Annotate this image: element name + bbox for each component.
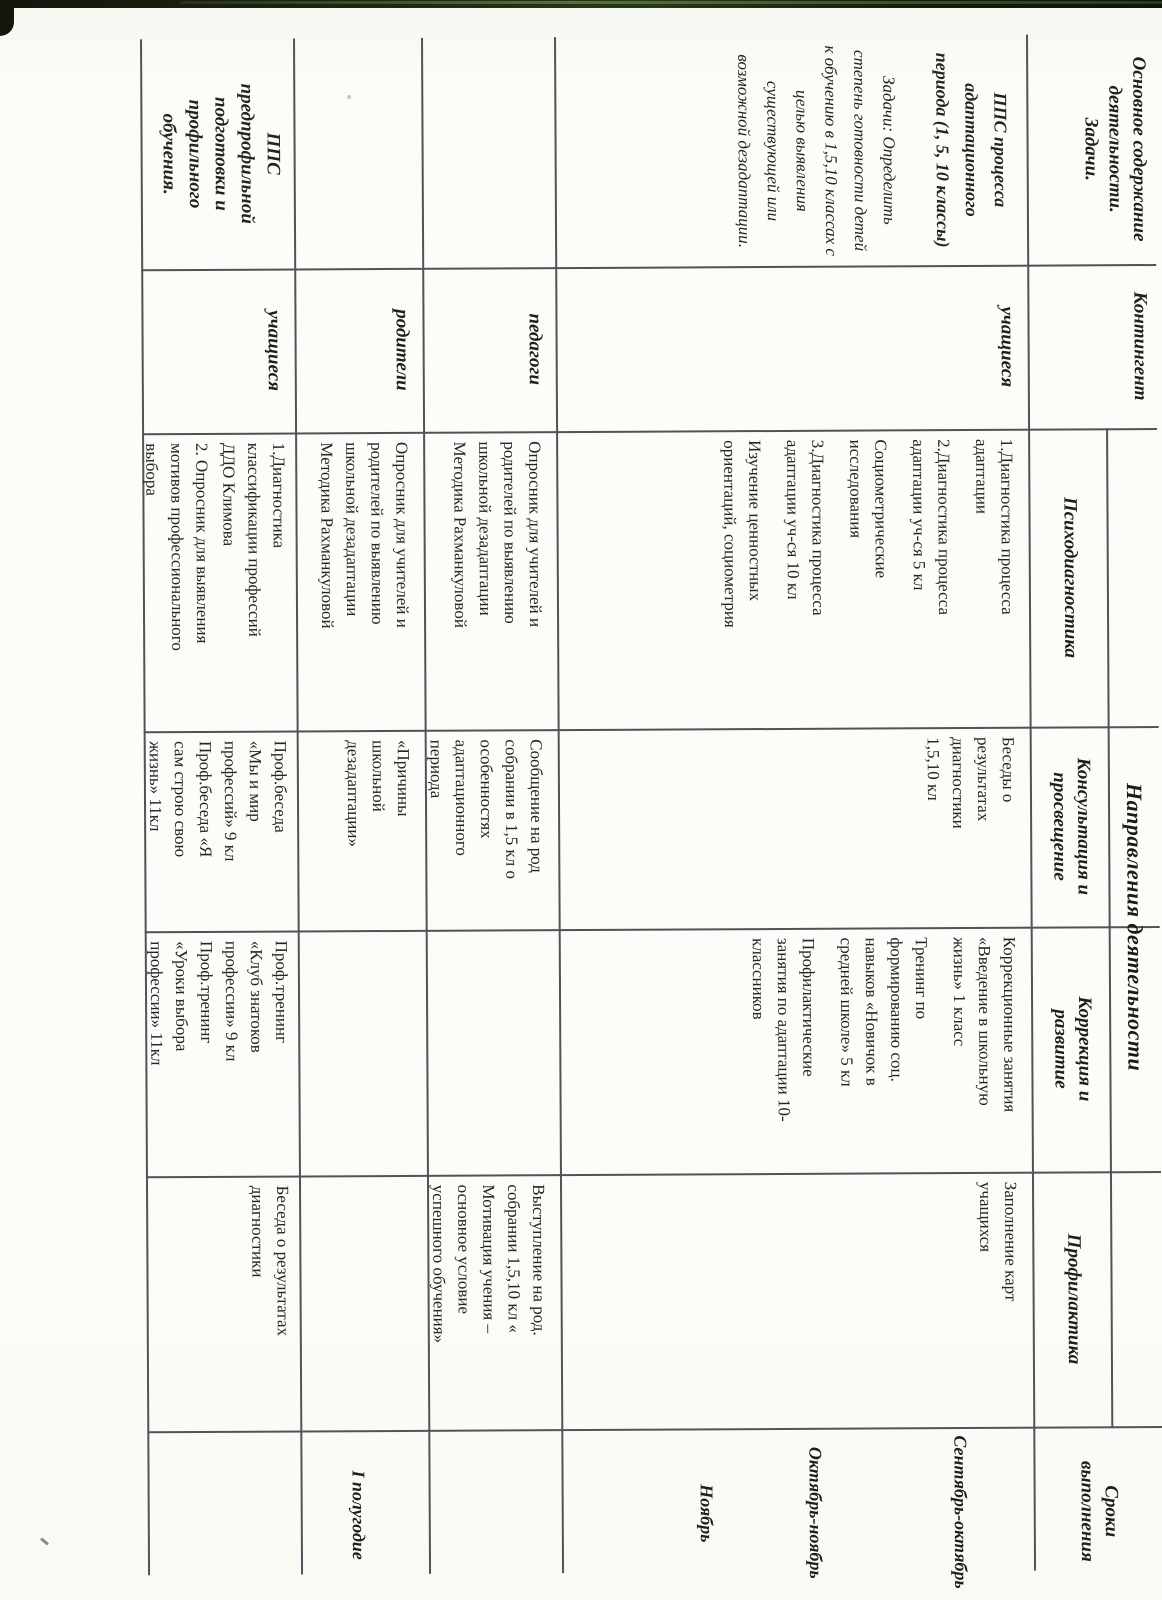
cell-paragraph: Ноябрь bbox=[696, 1484, 717, 1543]
cell-r1-terms bbox=[563, 1427, 1034, 1599]
cell-r1-correction bbox=[561, 927, 1032, 1174]
header-psychodiagnostics bbox=[1030, 428, 1110, 726]
cell-r1-content-task: Задачи: Определить степень готовности детей к обучению в 1,5,10 классах с целью выявления существующей или возможной дезадаптации. bbox=[734, 45, 899, 256]
cell-paragraph: I полугодие bbox=[349, 1470, 370, 1560]
cell-r4-prevention bbox=[148, 1175, 300, 1431]
cell-paragraph: Выступление на род. собрании 1,5,10 кл « Мотивация учения – основное условие успешного обучения» bbox=[429, 1184, 549, 1344]
cell-paragraph: Социометрические исследования bbox=[846, 439, 891, 579]
cell-r4-content bbox=[142, 39, 294, 270]
page-corner-shadow bbox=[0, 0, 14, 36]
cell-r1-content-title: ППС процесса адаптационного периода (1, 5, 10 классы) bbox=[932, 52, 1011, 248]
header-consulting-label: Консультация и просвещение bbox=[1048, 757, 1095, 896]
contingent-label: родители bbox=[391, 309, 413, 391]
cell-r4-correction bbox=[147, 931, 299, 1177]
cell-paragraph: 2.Диагностика процесса адаптации уч-ся 5 кл bbox=[909, 439, 955, 616]
cell-paragraph: Изучение ценностных ориентаций, социометрия bbox=[720, 440, 765, 628]
header-psychodiagnostics-label: Психодиагностика bbox=[1059, 496, 1082, 659]
directions-title-label: Направления деятельности bbox=[1122, 782, 1149, 1072]
cell-r2-contingent bbox=[424, 267, 556, 432]
header-consulting bbox=[1032, 726, 1111, 926]
cell-paragraph: 2. Опросник для выявления мотивов профессионального выбора bbox=[142, 442, 213, 651]
cell-paragraph: «Причины школьной дезадаптации» bbox=[343, 739, 414, 847]
cell-r4-consult bbox=[146, 731, 298, 932]
scan-speck bbox=[40, 1537, 49, 1545]
cell-r3-contingent bbox=[296, 268, 423, 433]
header-correction-label: Коррекция и развитие bbox=[1050, 996, 1096, 1102]
cell-paragraph: 1.Диагностика процесса адаптации bbox=[972, 438, 1018, 615]
cell-paragraph: Беседы о результатах диагностики 1,5,10 кл bbox=[923, 736, 1019, 829]
cell-r1-content bbox=[556, 35, 1027, 267]
cell-paragraph: Беседа о результатах диагностики bbox=[248, 1185, 293, 1337]
cell-r1-contingent bbox=[557, 265, 1028, 431]
header-main-content-label: Основное содержание деятельности. Задачи. bbox=[1080, 56, 1151, 242]
cell-paragraph: 3.Диагностика процесса адаптации уч-ся 10 кл bbox=[783, 439, 829, 616]
cell-paragraph: Опросник для учителей и родителей по выявлению школьной дезадаптации Методика Рахманкуловой bbox=[317, 441, 413, 629]
cell-paragraph: 1.Диагностика классификации профессий ДДО Климова bbox=[219, 442, 289, 637]
header-main-content bbox=[1028, 34, 1156, 265]
cell-paragraph: Тренинг по формированию соц. навыков «Новичок в средней школе» 5 кл bbox=[836, 937, 932, 1087]
cell-paragraph: Сентябрь-октябрь bbox=[950, 1435, 972, 1589]
cell-r3-terms bbox=[302, 1430, 429, 1600]
cell-r2-prevention bbox=[429, 1174, 561, 1430]
header-terms-label: Сроки выполнения bbox=[1076, 1460, 1123, 1562]
cell-r3-consult bbox=[299, 730, 426, 931]
cell-paragraph: Проф.тренинг «Клуб знатоков профессии» 9 кл Проф.тренинг «Уроки выбора профессии» 11кл bbox=[146, 940, 292, 1066]
cell-paragraph: Проф.беседа «Мы и мир профессий» 9 кл Проф.беседа «Я сам строю свою жизнь» 11кл bbox=[145, 740, 291, 862]
cell-r4-contingent bbox=[143, 269, 295, 434]
header-prevention-label: Профилактика bbox=[1063, 1233, 1085, 1365]
header-contingent-label: Контингент bbox=[1129, 291, 1151, 401]
contingent-label: педагоги bbox=[524, 313, 546, 386]
cell-paragraph: Опросник для учителей и родителей по выявлению школьной дезадаптации Методика Рахманкуловой bbox=[450, 441, 546, 628]
contingent-label: учащиеся bbox=[996, 306, 1018, 388]
cell-paragraph: Профилактические занятия по адаптации 10-классников bbox=[748, 937, 819, 1122]
cell-r1-prevention bbox=[562, 1172, 1033, 1429]
cell-r1-consult bbox=[560, 727, 1031, 929]
header-terms bbox=[1035, 1426, 1162, 1597]
cell-r1-psycho bbox=[558, 429, 1030, 729]
header-correction bbox=[1033, 926, 1112, 1171]
cell-paragraph: Сообщение на род собрании в 1,5 кл о особенностях адаптационного периода bbox=[426, 739, 547, 879]
cell-paragraph: Коррекционные занятия «Введение в школьную жизнь» 1 класс bbox=[949, 936, 1020, 1113]
contingent-label: учащиеся bbox=[263, 310, 285, 392]
cell-r2-psycho bbox=[425, 431, 558, 730]
header-directions-title bbox=[1108, 428, 1162, 1426]
header-contingent bbox=[1029, 264, 1157, 429]
scanner-edge-highlight bbox=[180, 1, 1162, 4]
header-prevention bbox=[1034, 1171, 1113, 1426]
rotated-plan-table bbox=[139, 34, 1162, 1600]
cell-paragraph: Октябрь-ноябрь bbox=[805, 1446, 827, 1579]
cell-paragraph: Заполнение карт учащихся bbox=[976, 1181, 1021, 1302]
cell-r2-consult bbox=[427, 729, 559, 930]
cell-r3-psycho bbox=[297, 432, 425, 731]
cell-r4-content-title: ППС предпрофильной подготовки и профильного обучения. bbox=[158, 83, 284, 224]
cell-r4-psycho bbox=[144, 433, 297, 732]
